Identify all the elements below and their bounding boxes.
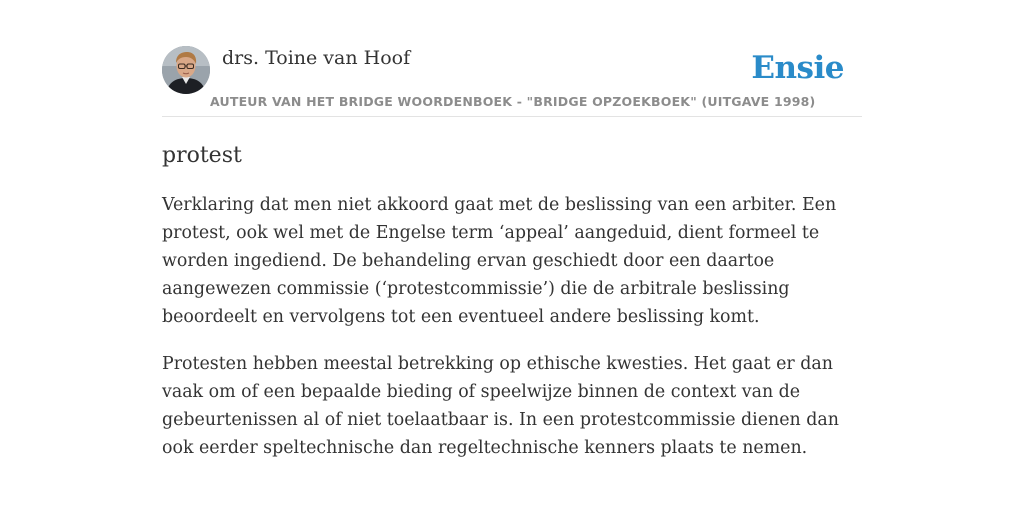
entry-term: protest [162,143,242,168]
entry-card [162,44,862,462]
definition-paragraph: Verklaring dat men niet akkoord gaat met de beslissing van een arbiter. Een protest, ook wel met de Engelse term ‘appeal’ aangeduid, dient formeel te worden ingediend. De behandeling ervan geschiedt door een daartoe aangewezen commissie (‘protestcommissie’) die de arbitrale beslissing beoordeelt en vervolgens tot een eventueel andere beslissing komt. [162,195,837,327]
author-description: AUTEUR VAN HET BRIDGE WOORDENBOEK - "BRIDGE OPZOEKBOEK" (UITGAVE 1998) [210,94,816,109]
author-header [162,44,862,117]
ensie-logo[interactable]: Ensie [751,50,844,86]
author-portrait-icon [162,46,210,94]
author-name[interactable]: drs. Toine van Hoof [222,47,411,69]
definition-paragraph: Protesten hebben meestal betrekking op ethische kwesties. Het gaat er dan vaak om of een bepaalde bieding of speelwijze binnen de context van de gebeurtenissen al of niet toelaatbaar is. In een protestcommissie dienen dan ook eerder speltechnische dan regeltechnische kenners plaats te nemen. [162,354,839,458]
author-avatar[interactable] [162,46,210,94]
